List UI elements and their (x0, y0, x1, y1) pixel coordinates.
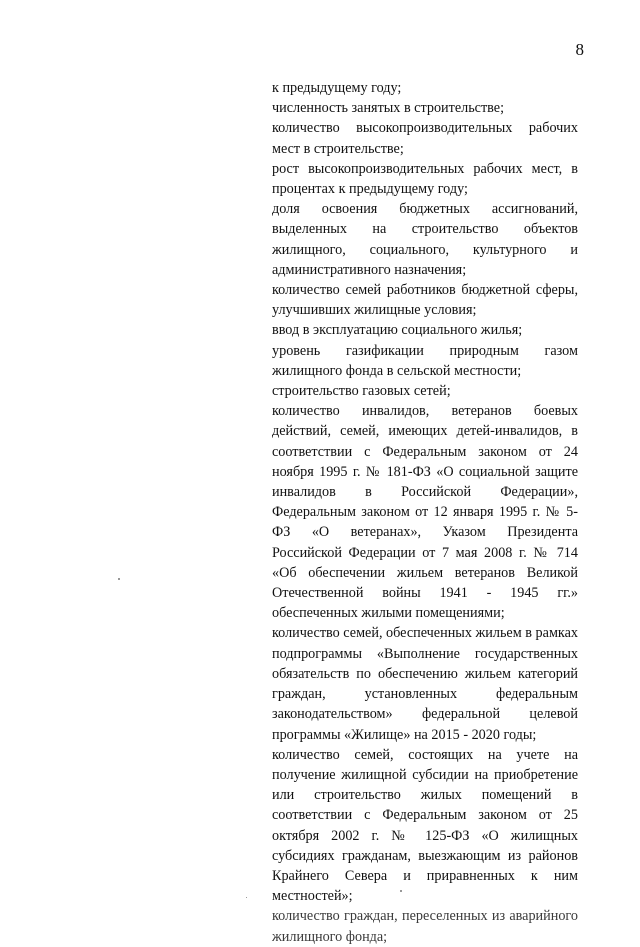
scan-speck (246, 897, 247, 898)
scan-speck (118, 578, 120, 580)
paragraph: количество семей работников бюджетной сферы, улучшивших жилищные условия; (272, 282, 578, 319)
paragraph: к предыдущему году; (272, 80, 402, 96)
paragraph: уровень газификации природным газом жилищного фонда в сельской местности; (272, 342, 578, 379)
paragraph: количество высокопроизводительных рабочих мест в строительстве; (272, 120, 578, 157)
paragraph: численность занятых в строительстве; (272, 100, 505, 117)
paragraph: строительство газовых сетей; (272, 383, 451, 400)
paragraph: количество семей, состоящих на учете на получение жилищной субсидии на приобретение или строительство жилых помещений в соответствии с Федеральным законом от 25 октября 2002 г. № 125-ФЗ «О жилищных субсидиях гражданам, выезжающим из районов Крайнего Севера и приравненных к ним местностей»; (272, 746, 578, 905)
scan-speck (400, 890, 402, 892)
page-number: 8 (575, 40, 584, 59)
paragraph: количество граждан, переселенных из аварийного жилищного фонда; (272, 908, 578, 945)
document-body (272, 78, 578, 947)
paragraph: ввод в эксплуатацию социального жилья; (272, 322, 523, 339)
paragraph: количество семей, обеспеченных жильем в рамках подпрограммы «Выполнение государственных обязательств по обеспечению жильем категорий граждан, установленных федеральным законодательством» федеральной целевой программы «Жилище» на 2015 - 2020 годы; (272, 625, 578, 743)
paragraph: количество инвалидов, ветеранов боевых действий, семей, имеющих детей-инвалидов, в соответствии с Федеральным законом от 24 ноября 1995 г. № 181-ФЗ «О социальной защите инвалидов в Российской Федерации», Федеральным законом от 12 января 1995 г. № 5-ФЗ «О ветеранах», Указом Президента Российской Федерации от 7 мая 2008 г. № 714 «Об обеспечении жильем ветеранов Великой Отечественной войны 1941 - 1945 гг.» обеспеченных жилыми помещениями; (272, 403, 578, 622)
paragraph: доля освоения бюджетных ассигнований, выделенных на строительство объектов жилищного, социального, культурного и административного назначения; (272, 201, 578, 278)
paragraph: рост высокопроизводительных рабочих мест, в процентах к предыдущему году; (272, 160, 578, 198)
